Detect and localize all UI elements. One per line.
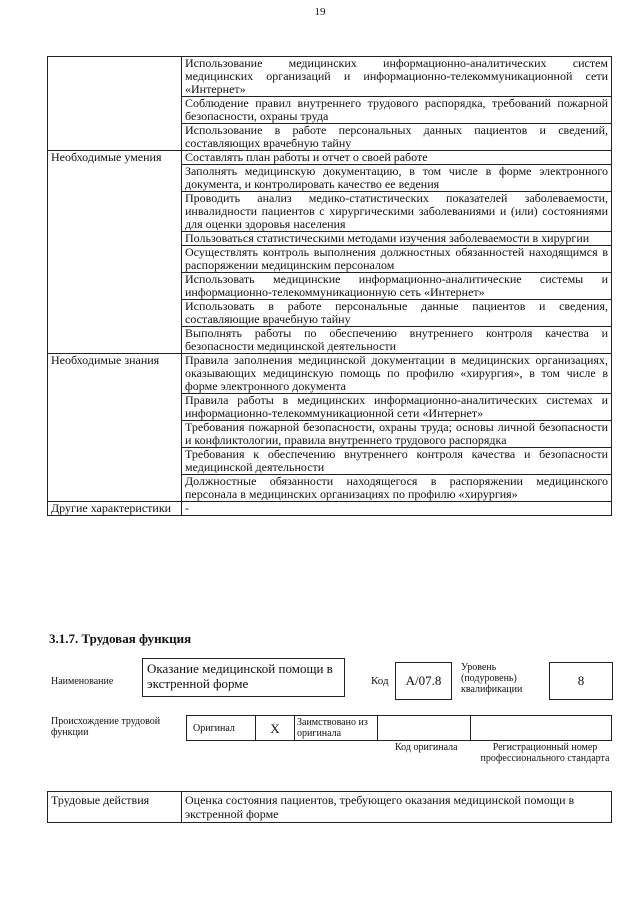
- borrowed-cell: Заимствовано из оригинала: [294, 715, 378, 741]
- code-label: Код: [371, 675, 389, 687]
- table-row: [48, 151, 612, 165]
- function-name-box: Оказание медицинской помощи в экстренной форме: [142, 658, 345, 697]
- row-item: Правила заполнения медицинской документации в медицинских организациях, оказывающих медицинскую помощь по профилю «хирургия», в том числе в форме электронного документа: [182, 354, 612, 394]
- reg-number-caption: Регистрационный номер профессионального стандарта: [480, 742, 610, 764]
- page-number: 19: [314, 6, 326, 18]
- table-row: [48, 57, 612, 97]
- row-item: Требования к обеспечению внутреннего контроля качества и безопасности медицинской деятельности: [182, 448, 612, 475]
- actions-item: Оценка состояния пациентов, требующего оказания медицинской помощи в экстренной форме: [182, 792, 612, 823]
- level-label: Уровень (подуровень) квалификации: [461, 662, 523, 695]
- row-label: Необходимые знания: [48, 354, 182, 502]
- level-value-box: 8: [549, 662, 613, 700]
- row-item: Должностные обязанности находящегося в распоряжении медицинского персонала в медицинских организациях по профилю «хирургия»: [182, 475, 612, 502]
- row-item: Использовать медицинские информационно-аналитические системы и информационно-телекоммуникационную сеть «Интернет»: [182, 273, 612, 300]
- row-item: Заполнять медицинскую документацию, в том числе в форме электронного документа, и контролировать качество ее ведения: [182, 165, 612, 192]
- row-item: Осуществлять контроль выполнения должностных обязанностей находящимся в распоряжении медицинским персоналом: [182, 246, 612, 273]
- row-item: Соблюдение правил внутреннего трудового распорядка, требований пожарной безопасности, охраны труда: [182, 97, 612, 124]
- competency-table: [47, 56, 612, 516]
- row-label: Необходимые умения: [48, 151, 182, 354]
- actions-label: Трудовые действия: [48, 792, 182, 823]
- orig-code-cell: [377, 715, 471, 741]
- row-item: Использование в работе персональных данных пациентов и сведений, составляющих врачебную тайну: [182, 124, 612, 151]
- row-item: Проводить анализ медико-статистических показателей заболеваемости, инвалидности пациентов с хирургическими заболеваниями и (или) состояниями для оценки здоровья населения: [182, 192, 612, 232]
- orig-code-caption: Код оригинала: [395, 742, 458, 753]
- reg-number-cell: [470, 715, 612, 741]
- row-item: Выполнять работы по обеспечению внутреннего контроля качества и безопасности медицинской деятельности: [182, 327, 612, 354]
- original-label: Оригинал: [193, 723, 235, 734]
- table-row: [48, 502, 612, 516]
- name-label: Наименование: [51, 676, 114, 687]
- row-item: Правила работы в медицинских информационно-аналитических системах и информационно-телекоммуникационной сети «Интернет»: [182, 394, 612, 421]
- code-value-box: A/07.8: [395, 662, 452, 700]
- origin-label: Происхождение трудовой функции: [51, 716, 161, 738]
- actions-row: [48, 792, 612, 823]
- row-item: Использование медицинских информационно-аналитических систем медицинских организаций и информационно-телекоммуникационной сети «Интернет»: [182, 57, 612, 97]
- original-mark-cell: X: [255, 715, 295, 741]
- row-label: [48, 57, 182, 151]
- row-item: Требования пожарной безопасности, охраны труда; основы личной безопасности и конфликтологии, правила внутреннего трудового распорядка: [182, 421, 612, 448]
- row-item: Составлять план работы и отчет о своей работе: [182, 151, 612, 165]
- section-title: 3.1.7. Трудовая функция: [49, 631, 192, 646]
- actions-table: [47, 791, 612, 823]
- row-item: Пользоваться статистическими методами изучения заболеваемости в хирургии: [182, 232, 612, 246]
- row-item: -: [182, 502, 612, 516]
- row-item: Использовать в работе персональные данные пациентов и сведения, составляющие врачебную тайну: [182, 300, 612, 327]
- original-cell: [186, 715, 256, 741]
- table-row: [48, 354, 612, 394]
- origin-row: [186, 715, 612, 741]
- row-label: Другие характеристики: [48, 502, 182, 516]
